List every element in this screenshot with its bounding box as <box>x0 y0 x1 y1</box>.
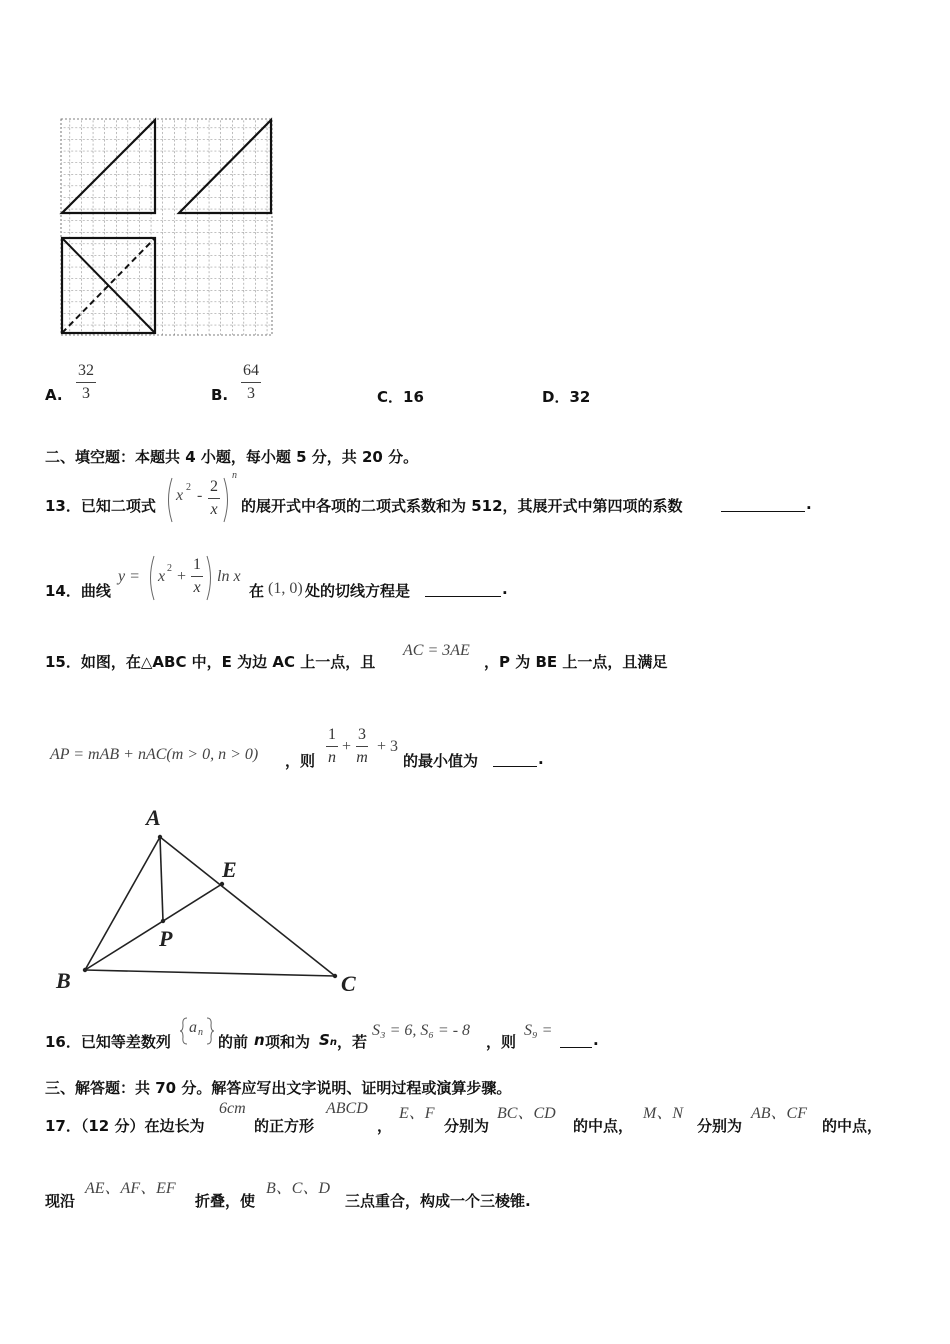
q13-sq: 2 <box>186 482 191 493</box>
option-d: D．32 <box>542 388 591 406</box>
q13-suffix: 的展开式中各项的二项式系数和为 512，其展开式中第四项的系数 <box>241 497 683 515</box>
q14-plus: + <box>177 568 187 585</box>
q16-s: Sn <box>319 1031 337 1049</box>
q16-answer-blank[interactable] <box>560 1033 592 1048</box>
q13-left-paren <box>164 476 174 524</box>
q16-mid: 的前 <box>218 1033 249 1051</box>
q15-plus-3: + 3 <box>377 738 399 755</box>
q14-fraction: 1 x <box>193 556 201 596</box>
three-view-grid-figure <box>58 116 276 338</box>
q13-x: x <box>176 487 184 504</box>
q17-abcf: AB、CF <box>751 1105 807 1122</box>
q16-then: ，则 <box>486 1033 517 1051</box>
q16-n: n <box>254 1031 265 1049</box>
q14-suffix: 处的切线方程是 <box>305 582 411 600</box>
q17-bccd: BC、CD <box>497 1105 556 1122</box>
q14-right-paren <box>205 554 215 602</box>
q17-folds: AE、AF、EF <box>85 1180 176 1197</box>
q16-brace-right <box>206 1017 214 1045</box>
q17-square-name: ABCD <box>326 1100 368 1117</box>
q13-prefix: 13．已知二项式 <box>45 497 156 515</box>
q13-answer-blank[interactable] <box>721 497 805 512</box>
q15-answer-blank[interactable] <box>493 752 537 767</box>
q16-prefix: 16．已知等差数列 <box>45 1033 171 1051</box>
q13-minus: - <box>197 487 203 504</box>
q16-cond: S₃ = 6, S₆ = - 8 <box>372 1022 471 1039</box>
q17-fold-text: 折叠，使 <box>195 1192 256 1210</box>
label-c: C <box>341 971 356 996</box>
q13-exp: n <box>232 470 237 481</box>
q17-resp: 分别为 <box>444 1117 490 1135</box>
q17-mid: 的中点， <box>573 1117 634 1135</box>
q14-ln: ln x <box>217 568 241 585</box>
q13-end: . <box>806 495 812 513</box>
q14-y-eq: y = <box>118 568 140 585</box>
q17-square-text: 的正方形 <box>254 1117 315 1135</box>
option-b-fraction: 64 3 <box>243 362 259 402</box>
option-b: B. <box>211 386 229 404</box>
option-c: C．16 <box>377 388 424 406</box>
q17-mid2: 的中点， <box>822 1117 883 1135</box>
q16-seq: a <box>189 1019 197 1036</box>
q13-fraction: 2 x <box>210 478 218 518</box>
q17-prefix: 17．（12 分）在边长为 <box>45 1117 205 1135</box>
q16-seq-sub: n <box>198 1027 203 1038</box>
q15-cond2: AP = mAB + nAC(m > 0, n > 0) <box>50 746 259 763</box>
q15-plus: + <box>342 738 352 755</box>
q15-then: ，则 <box>285 752 316 770</box>
q17-line2-suffix: 三点重合，构成一个三棱锥. <box>345 1192 531 1210</box>
section-2-heading: 二、填空题：本题共 4 小题，每小题 5 分，共 20 分。 <box>45 448 419 466</box>
q15-fraction-1: 1 n <box>328 726 336 766</box>
triangle-abc-figure <box>50 800 370 1000</box>
section-3-heading: 三、解答题：共 70 分。解答应写出文字说明、证明过程或演算步骤。 <box>45 1079 512 1097</box>
q17-ef: E、F <box>399 1105 435 1122</box>
q14-left-paren <box>146 554 156 602</box>
q16-mid2: 项和为 <box>265 1033 311 1051</box>
option-a: A. <box>45 386 63 404</box>
q17-points: B、C、D <box>266 1180 331 1197</box>
q14-sq: 2 <box>167 563 172 574</box>
label-p: P <box>159 926 173 951</box>
q17-resp2: 分别为 <box>697 1117 743 1135</box>
label-b: B <box>56 968 71 993</box>
label-a: A <box>146 805 161 830</box>
q14-at: 在 <box>249 582 265 600</box>
q14-end: . <box>502 580 508 598</box>
q15-line1-prefix: 15．如图，在△ABC 中，E 为边 AC 上一点，且 <box>45 653 376 671</box>
q17-line2-prefix: 现沿 <box>45 1192 76 1210</box>
label-e: E <box>222 857 237 882</box>
q15-end: . <box>538 750 544 768</box>
q14-answer-blank[interactable] <box>425 582 501 597</box>
q14-prefix: 14．曲线 <box>45 582 111 600</box>
option-a-fraction: 32 3 <box>78 362 94 402</box>
q13-right-paren <box>222 476 232 524</box>
q15-cond1: AC = 3AE <box>403 642 470 659</box>
q16-target: S₉ = <box>524 1022 553 1039</box>
q15-fraction-2: 3 m <box>356 726 368 766</box>
q17-comma: ， <box>377 1117 393 1135</box>
q14-x: x <box>158 568 166 585</box>
q15-line1-suffix: ，P 为 BE 上一点，且满足 <box>484 653 668 671</box>
q16-mid3: ，若 <box>337 1033 368 1051</box>
q16-brace-left <box>180 1017 188 1045</box>
q17-length: 6cm <box>219 1100 246 1117</box>
q15-suffix: 的最小值为 <box>403 752 479 770</box>
q17-mn: M、N <box>643 1105 684 1122</box>
q16-end: . <box>593 1031 599 1049</box>
q14-point: (1, 0) <box>268 580 303 597</box>
